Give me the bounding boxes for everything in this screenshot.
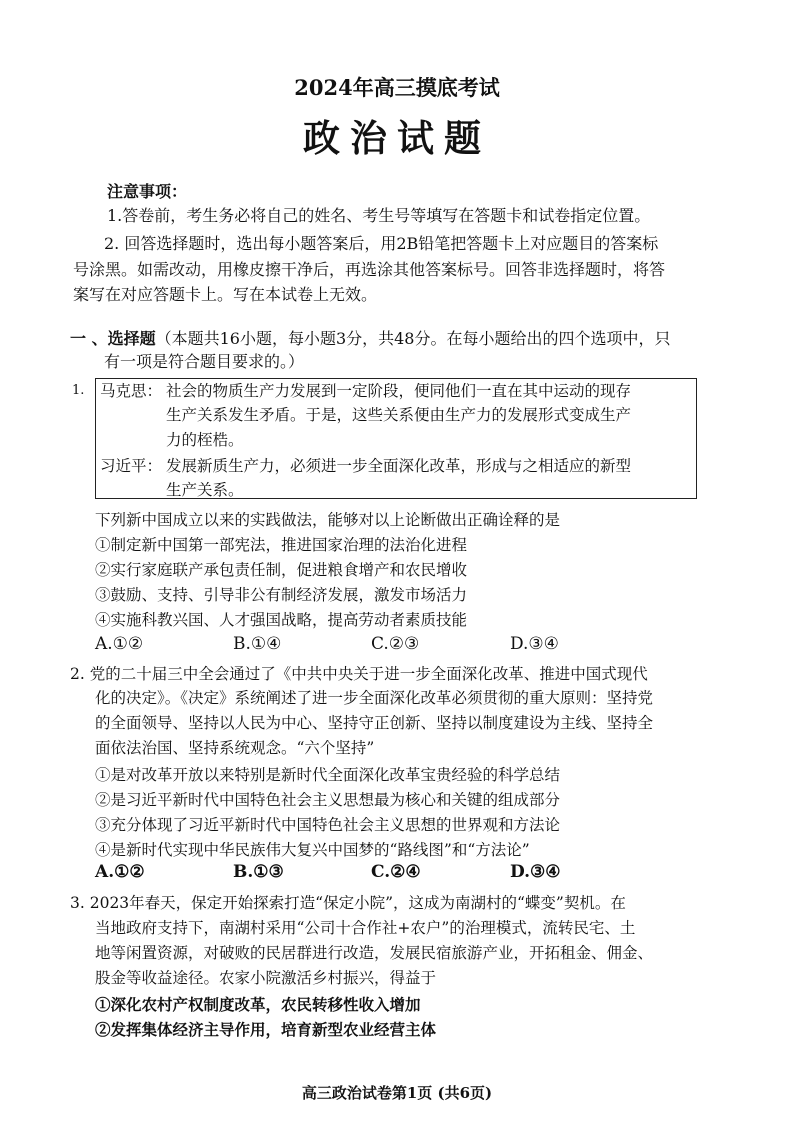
notice-line-2: 2. 回答选择题时，选出每小题答案后，用2B铅笔把答题卡上对应题目的答案标 bbox=[104, 234, 659, 253]
question-1-stem: 下列新中国成立以来的实践做法，能够对以上论断做出正确诠释的是 bbox=[95, 511, 561, 529]
question-1-option-a[interactable]: A.①② bbox=[95, 634, 144, 654]
section-desc-2: 有一项是符合题目要求的。） bbox=[104, 352, 305, 371]
marx-speaker: 马克思： bbox=[100, 382, 163, 400]
section-title: 一 、选择题 bbox=[70, 329, 156, 348]
marx-quote-line-1: 社会的物质生产力发展到一定阶段，便同他们一直在其中运动的现存 bbox=[166, 382, 632, 400]
question-2-line-1: 2. 党的二十届三中全会通过了《中共中央关于进一步全面深化改革、推进中国式现代 bbox=[70, 665, 648, 683]
question-3-item-1: ①深化农村产权制度改革，农民转移性收入增加 bbox=[95, 995, 421, 1014]
question-1-option-b[interactable]: B.①④ bbox=[233, 634, 282, 654]
question-2-item-3: ③充分体现了习近平新时代中国特色社会主义思想的世界观和方法论 bbox=[95, 816, 561, 834]
question-2-line-2: 化的决定》。《决定》系统阐述了进一步全面深化改革必须贯彻的重大原则：坚持党 bbox=[95, 689, 654, 707]
exam-title: 2024年高三摸底考试 bbox=[294, 75, 500, 100]
question-1-item-2: ②实行家庭联产承包责任制，促进粮食增产和农民增收 bbox=[95, 561, 468, 579]
notice-line-3: 号涂黑。如需改动，用橡皮擦干净后，再选涂其他答案标号。回答非选择题时，将答 bbox=[73, 260, 666, 279]
section-desc-1: （本题共16小题，每小题3分，共48分。在每小题给出的四个选项中，只 bbox=[155, 329, 671, 348]
question-3-line-3: 地等闲置资源，对破败的民居群进行改造，发展民宿旅游产业，开拓租金、佣金、 bbox=[95, 944, 654, 962]
marx-quote-line-2: 生产关系发生矛盾。于是，这些关系便由生产力的发展形式变成生产 bbox=[166, 406, 632, 424]
question-2-line-4: 面依法治国、坚持系统观念。“六个坚持” bbox=[95, 739, 375, 757]
question-2-item-4: ④是新时代实现中华民族伟大复兴中国梦的“路线图”和“方法论” bbox=[95, 841, 530, 859]
notice-line-4: 案写在对应答题卡上。写在本试卷上无效。 bbox=[73, 285, 378, 304]
question-3-line-2: 当地政府支持下，南湖村采用“公司十合作社+农户”的治理模式，流转民宅、土 bbox=[95, 919, 636, 937]
question-2-item-1: ①是对改革开放以来特别是新时代全面深化改革宝贵经验的科学总结 bbox=[95, 766, 561, 784]
question-2-option-c[interactable]: C.②④ bbox=[371, 862, 421, 882]
question-3-line-4: 股金等收益途径。农家小院激活乡村振兴，得益于 bbox=[95, 969, 437, 987]
xi-quote-line-2: 生产关系。 bbox=[166, 481, 244, 499]
question-3-item-2: ②发挥集体经济主导作用，培育新型农业经营主体 bbox=[95, 1020, 437, 1039]
question-1-option-c[interactable]: C.②③ bbox=[371, 634, 420, 654]
question-2-line-3: 的全面领导、坚持以人民为中心、坚持守正创新、坚持以制度建设为主线、坚持全 bbox=[95, 714, 654, 732]
subject-title: 政治试题 bbox=[303, 116, 491, 160]
question-2-item-2: ②是习近平新时代中国特色社会主义思想最为核心和关键的组成部分 bbox=[95, 791, 561, 809]
notice-line-1: 1.答卷前，考生务必将自己的姓名、考生号等填写在答题卡和试卷指定位置。 bbox=[107, 206, 651, 225]
section-title-line bbox=[70, 329, 670, 349]
xi-speaker: 习近平： bbox=[100, 457, 163, 475]
xi-quote-line-1: 发展新质生产力，必须进一步全面深化改革，形成与之相适应的新型 bbox=[166, 457, 632, 475]
question-2-option-d[interactable]: D.③④ bbox=[510, 862, 561, 882]
question-3-line-1: 3. 2023年春天，保定开始探索打造“保定小院”，这成为南湖村的“蝶变”契机。在 bbox=[70, 894, 626, 912]
question-1-number: 1. bbox=[72, 383, 85, 398]
question-2-option-b[interactable]: B.①③ bbox=[233, 862, 284, 882]
question-2-option-a[interactable]: A.①② bbox=[95, 862, 145, 882]
notice-heading: 注意事项： bbox=[107, 182, 188, 201]
marx-quote-line-3: 力的桎梏。 bbox=[166, 431, 244, 449]
question-1-option-d[interactable]: D.③④ bbox=[510, 634, 559, 654]
question-1-item-3: ③鼓励、支持、引导非公有制经济发展，激发市场活力 bbox=[95, 586, 468, 604]
question-1-item-4: ④实施科教兴国、人才强国战略，提高劳动者素质技能 bbox=[95, 611, 468, 629]
question-1-item-1: ①制定新中国第一部宪法，推进国家治理的法治化进程 bbox=[95, 536, 468, 554]
page-footer: 高三政治试卷第1页 (共6页) bbox=[301, 1084, 493, 1102]
